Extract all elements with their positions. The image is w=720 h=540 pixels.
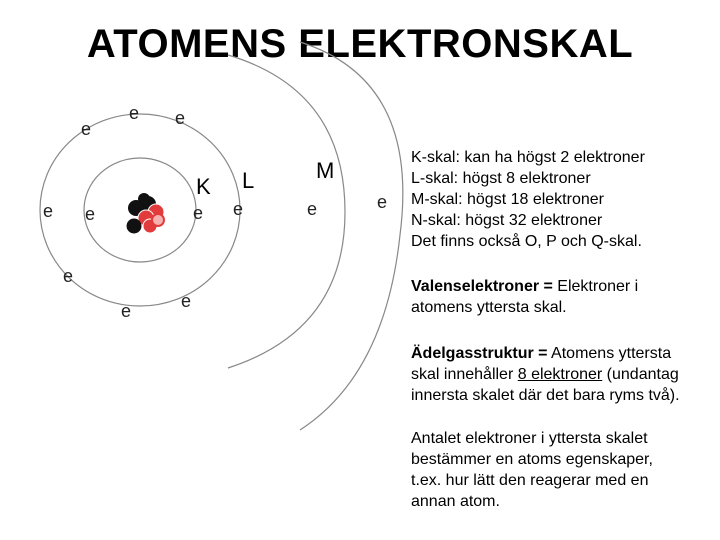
noble-line-2-underlined: 8 elektroner: [517, 366, 603, 383]
shell-capacity-line: N-skal: högst 32 elektroner: [411, 212, 603, 229]
shell-label-k: K: [196, 174, 211, 199]
slide-title: ATOMENS ELEKTRONSKAL: [86, 22, 634, 66]
electron-l-6: e: [62, 266, 74, 286]
electron-l-8: e: [180, 291, 192, 311]
properties-text: [411, 428, 653, 512]
properties-line: Antalet elektroner i yttersta skalet: [411, 430, 648, 447]
shell-n: [300, 42, 403, 430]
valence-definition: [411, 276, 638, 318]
neutron: [127, 219, 142, 234]
noble-gas-term: Ädelgasstruktur =: [411, 345, 548, 362]
shell-labels: [196, 158, 334, 199]
shell-capacity-text: [411, 147, 645, 252]
electron-l-4: e: [42, 201, 54, 221]
electron-k-2: e: [192, 203, 204, 223]
electron-shells: [40, 42, 403, 430]
noble-gas-definition: [411, 343, 680, 406]
electron-l-2: e: [128, 103, 140, 123]
electron-l-5: e: [232, 199, 244, 219]
shell-label-l: L: [242, 168, 255, 193]
valence-term: Valenselektroner =: [411, 278, 553, 295]
noble-line-2-pre: skal innehåller: [411, 366, 518, 383]
proton: [152, 214, 164, 226]
electrons: [43, 103, 387, 321]
shell-label-m: M: [316, 158, 335, 183]
shell-capacity-line: Det finns också O, P och Q-skal.: [411, 233, 642, 250]
electron-n-1: e: [376, 192, 388, 212]
properties-line: annan atom.: [411, 493, 500, 510]
nucleus: [127, 193, 165, 234]
properties-line: bestämmer en atoms egenskaper,: [411, 451, 653, 468]
shell-capacity-line: L-skal: högst 8 elektroner: [411, 170, 591, 187]
electron-k-1: e: [84, 204, 96, 224]
electron-l-1: e: [80, 119, 92, 139]
noble-line-1: Atomens yttersta: [547, 345, 672, 362]
electron-m-1: e: [306, 199, 318, 219]
neutron: [138, 193, 150, 205]
noble-line-3: innersta skalet där det bara ryms två).: [411, 387, 680, 404]
shell-capacity-line: M-skal: högst 18 elektroner: [411, 191, 604, 208]
shell-m: [228, 55, 345, 368]
electron-l-7: e: [120, 301, 132, 321]
electron-l-3: e: [174, 108, 186, 128]
valence-line-2: atomens yttersta skal.: [411, 299, 567, 316]
properties-line: t.ex. hur lätt den reagerar med en: [411, 472, 649, 489]
valence-line-1: Elektroner i: [552, 278, 639, 295]
shell-capacity-line: K-skal: kan ha högst 2 elektroner: [411, 149, 645, 166]
noble-line-2-post: (undantag: [602, 366, 679, 383]
